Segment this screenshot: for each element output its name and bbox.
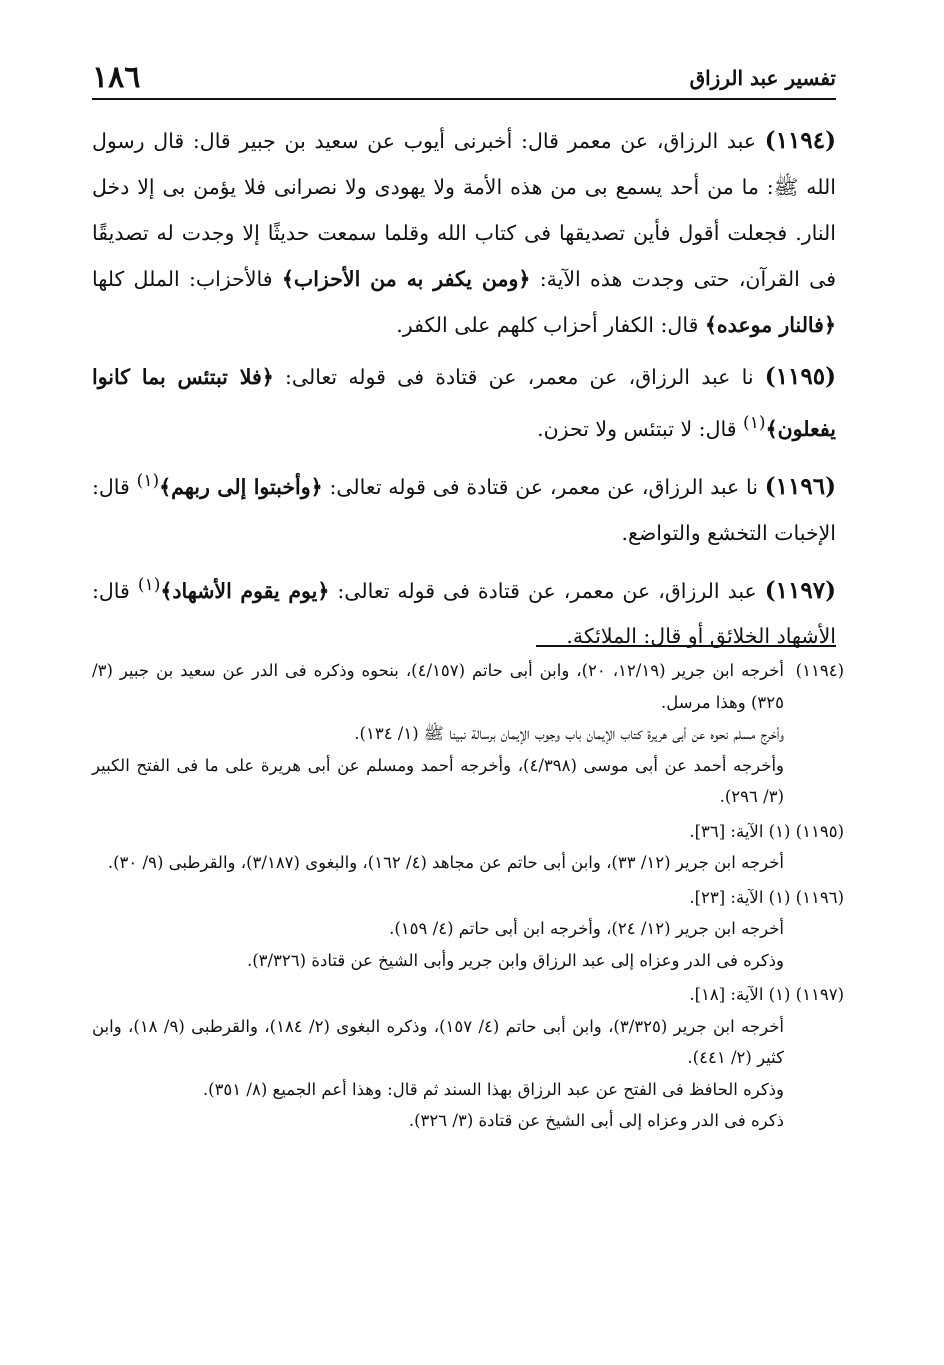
quran-quote: ﴿يوم يقوم الأشهاد﴾ (160, 578, 330, 603)
quran-quote: ﴿فالنار موعده﴾ (704, 313, 836, 337)
entry-text: قال: لا تبتئس ولا تحزن. (537, 416, 737, 441)
quran-quote: ﴿ومن يكفر به من الأحزاب﴾ (281, 267, 531, 291)
verse-ref: (١) الآية: [١٨]. (689, 985, 791, 1004)
footnote-id: (١١٩٤) (795, 661, 844, 680)
entry-text: نا عبد الرزاق، عن معمر، عن قتادة فى قوله تعالى: (329, 474, 758, 499)
footnote-1195 (92, 847, 844, 879)
running-title: تفسير عبد الرزاق (689, 66, 836, 90)
footnote-id: (١١٩٧) (795, 985, 844, 1004)
entry-1196 (92, 458, 836, 556)
footnote-1196 (92, 913, 844, 976)
entry-number: (١١٩٥) (764, 363, 836, 390)
footnotes (92, 655, 844, 1140)
entry-text: نا عبد الرزاق، عن معمر، عن قتادة فى قوله تعالى: (285, 365, 754, 389)
entry-number: (١١٩٤) (764, 127, 836, 154)
footnote-body (92, 913, 784, 976)
footnote-id: (١١٩٥) (795, 821, 844, 841)
entry-text: فالأحزاب: الملل كلها (92, 267, 273, 291)
footnote-paragraph: وذكره الحافظ فى الفتح عن عبد الرزاق بهذا السند ثم قال: وهذا أعم الجميع (٨/ ٣٥١). (202, 1079, 784, 1099)
footnote-body (92, 655, 784, 813)
footnote-1194 (92, 655, 844, 813)
footnote-paragraph: وأخرجه أحمد عن أبى موسى (٤/٣٩٨)، وأخرجه أحمد ومسلم عن أبى هريرة على ما فى الفتح الكبير (٣/ ٢٩٦). (92, 755, 785, 806)
entry-number: (١١٩٧) (764, 576, 836, 604)
footnote-paragraph: أخرجه ابن جرير (١٢/ ٢٤)، وأخرجه ابن أبى حاتم (٤/ ١٥٩). (389, 919, 784, 938)
entry-1194 (92, 118, 836, 348)
footnote-id: (١١٩٦) (795, 887, 844, 907)
page-number: ١٨٦ (92, 60, 141, 95)
footnote-paragraph: أخرجه ابن جرير (١٢/١٩، ٢٠)، وابن أبى حاتم (٤/١٥٧)، بنحوه وذكره فى الدر عن سعيد بن جبير (٣/ ٣٢٥) وهذا مرسل. (92, 661, 785, 712)
quran-quote: ﴿وأخبتوا إلى ربهم﴾ (159, 474, 323, 499)
entry-1195 (92, 354, 836, 452)
entry-text: عبد الرزاق، عن معمر قال: أخبرنى أيوب عن سعيد بن جبير قال: قال رسول الله ﷺ: ما من أحد يسمع بى من هذه الأمة ولا يهودى ولا نصرانى فلا يؤمن بى إلا دخل النار. فجعلت أقول فأين تصديقها فى كتاب الله وقلما سمعت حديثًا إلا وجدت له تصديقًا فى القرآن، حتى وجدت هذه الآية: (92, 129, 836, 291)
quran-quote: ﴿فلا تبتئس بما كانوا يفعلون﴾ (92, 365, 836, 441)
page-header (92, 52, 836, 100)
entry-number: (١١٩٦) (764, 472, 836, 500)
footnote-1197-header (92, 979, 844, 1011)
footnote-paragraph: ذكره فى الدر وعزاه إلى أبى الشيخ عن قتادة (٣/ ٣٢٦). (408, 1111, 784, 1130)
entry-text: قال: الإخبات التخشع والتواضع. (92, 474, 836, 545)
footnote-marker: (١) (743, 413, 766, 433)
footnote-divider (536, 645, 836, 647)
footnote-marker: (١) (137, 574, 161, 595)
entry-text: عبد الرزاق، عن معمر، عن قتادة فى قوله تعالى: (337, 578, 757, 603)
verse-ref: (١) الآية: [٣٦]. (689, 821, 791, 841)
footnote-body (92, 847, 784, 879)
verse-ref: (١) الآية: [٢٣]. (689, 887, 791, 907)
footnote-body (92, 1011, 784, 1137)
footnote-marker: (١) (136, 470, 160, 491)
entry-text: قال: الكفار أحزاب كلهم على الكفر. (396, 313, 699, 337)
footnote-1197 (92, 1011, 844, 1137)
footnote-paragraph: وذكره فى الدر وعزاه إلى عبد الرزاق وابن جرير وأبى الشيخ عن قتادة (٣/٣٢٦). (246, 950, 784, 970)
footnote-paragraph: أخرجه ابن جرير (٣/٣٢٥)، وابن أبى حاتم (٤/ ١٥٧)، وذكره البغوى (٢/ ١٨٤)، والقرطبى (٩/ ١٨)، وابن كثير (٢/ ٤٤١). (92, 1016, 784, 1067)
footnote-paragraph: أخرجه ابن جرير (١٢/ ٣٣)، وابن أبى حاتم عن مجاهد (٤/ ١٦٢)، والبغوى (٣/١٨٧)، والقرطبى (٩/ ٣٠). (107, 853, 784, 872)
entry-text: قال: الأشهاد الخلائق أو قال: الملائكة. (92, 578, 836, 649)
main-text (92, 118, 836, 665)
footnote-paragraph: وأخرج مسلم نحوه عن أبى هريرة كتاب الإيمان باب وجوب الإيمان برسالة نبينا ﷺ (١/ ١٣٤). (354, 724, 784, 743)
footnote-1195-header (92, 816, 844, 848)
footnote-1196-header (92, 882, 844, 914)
